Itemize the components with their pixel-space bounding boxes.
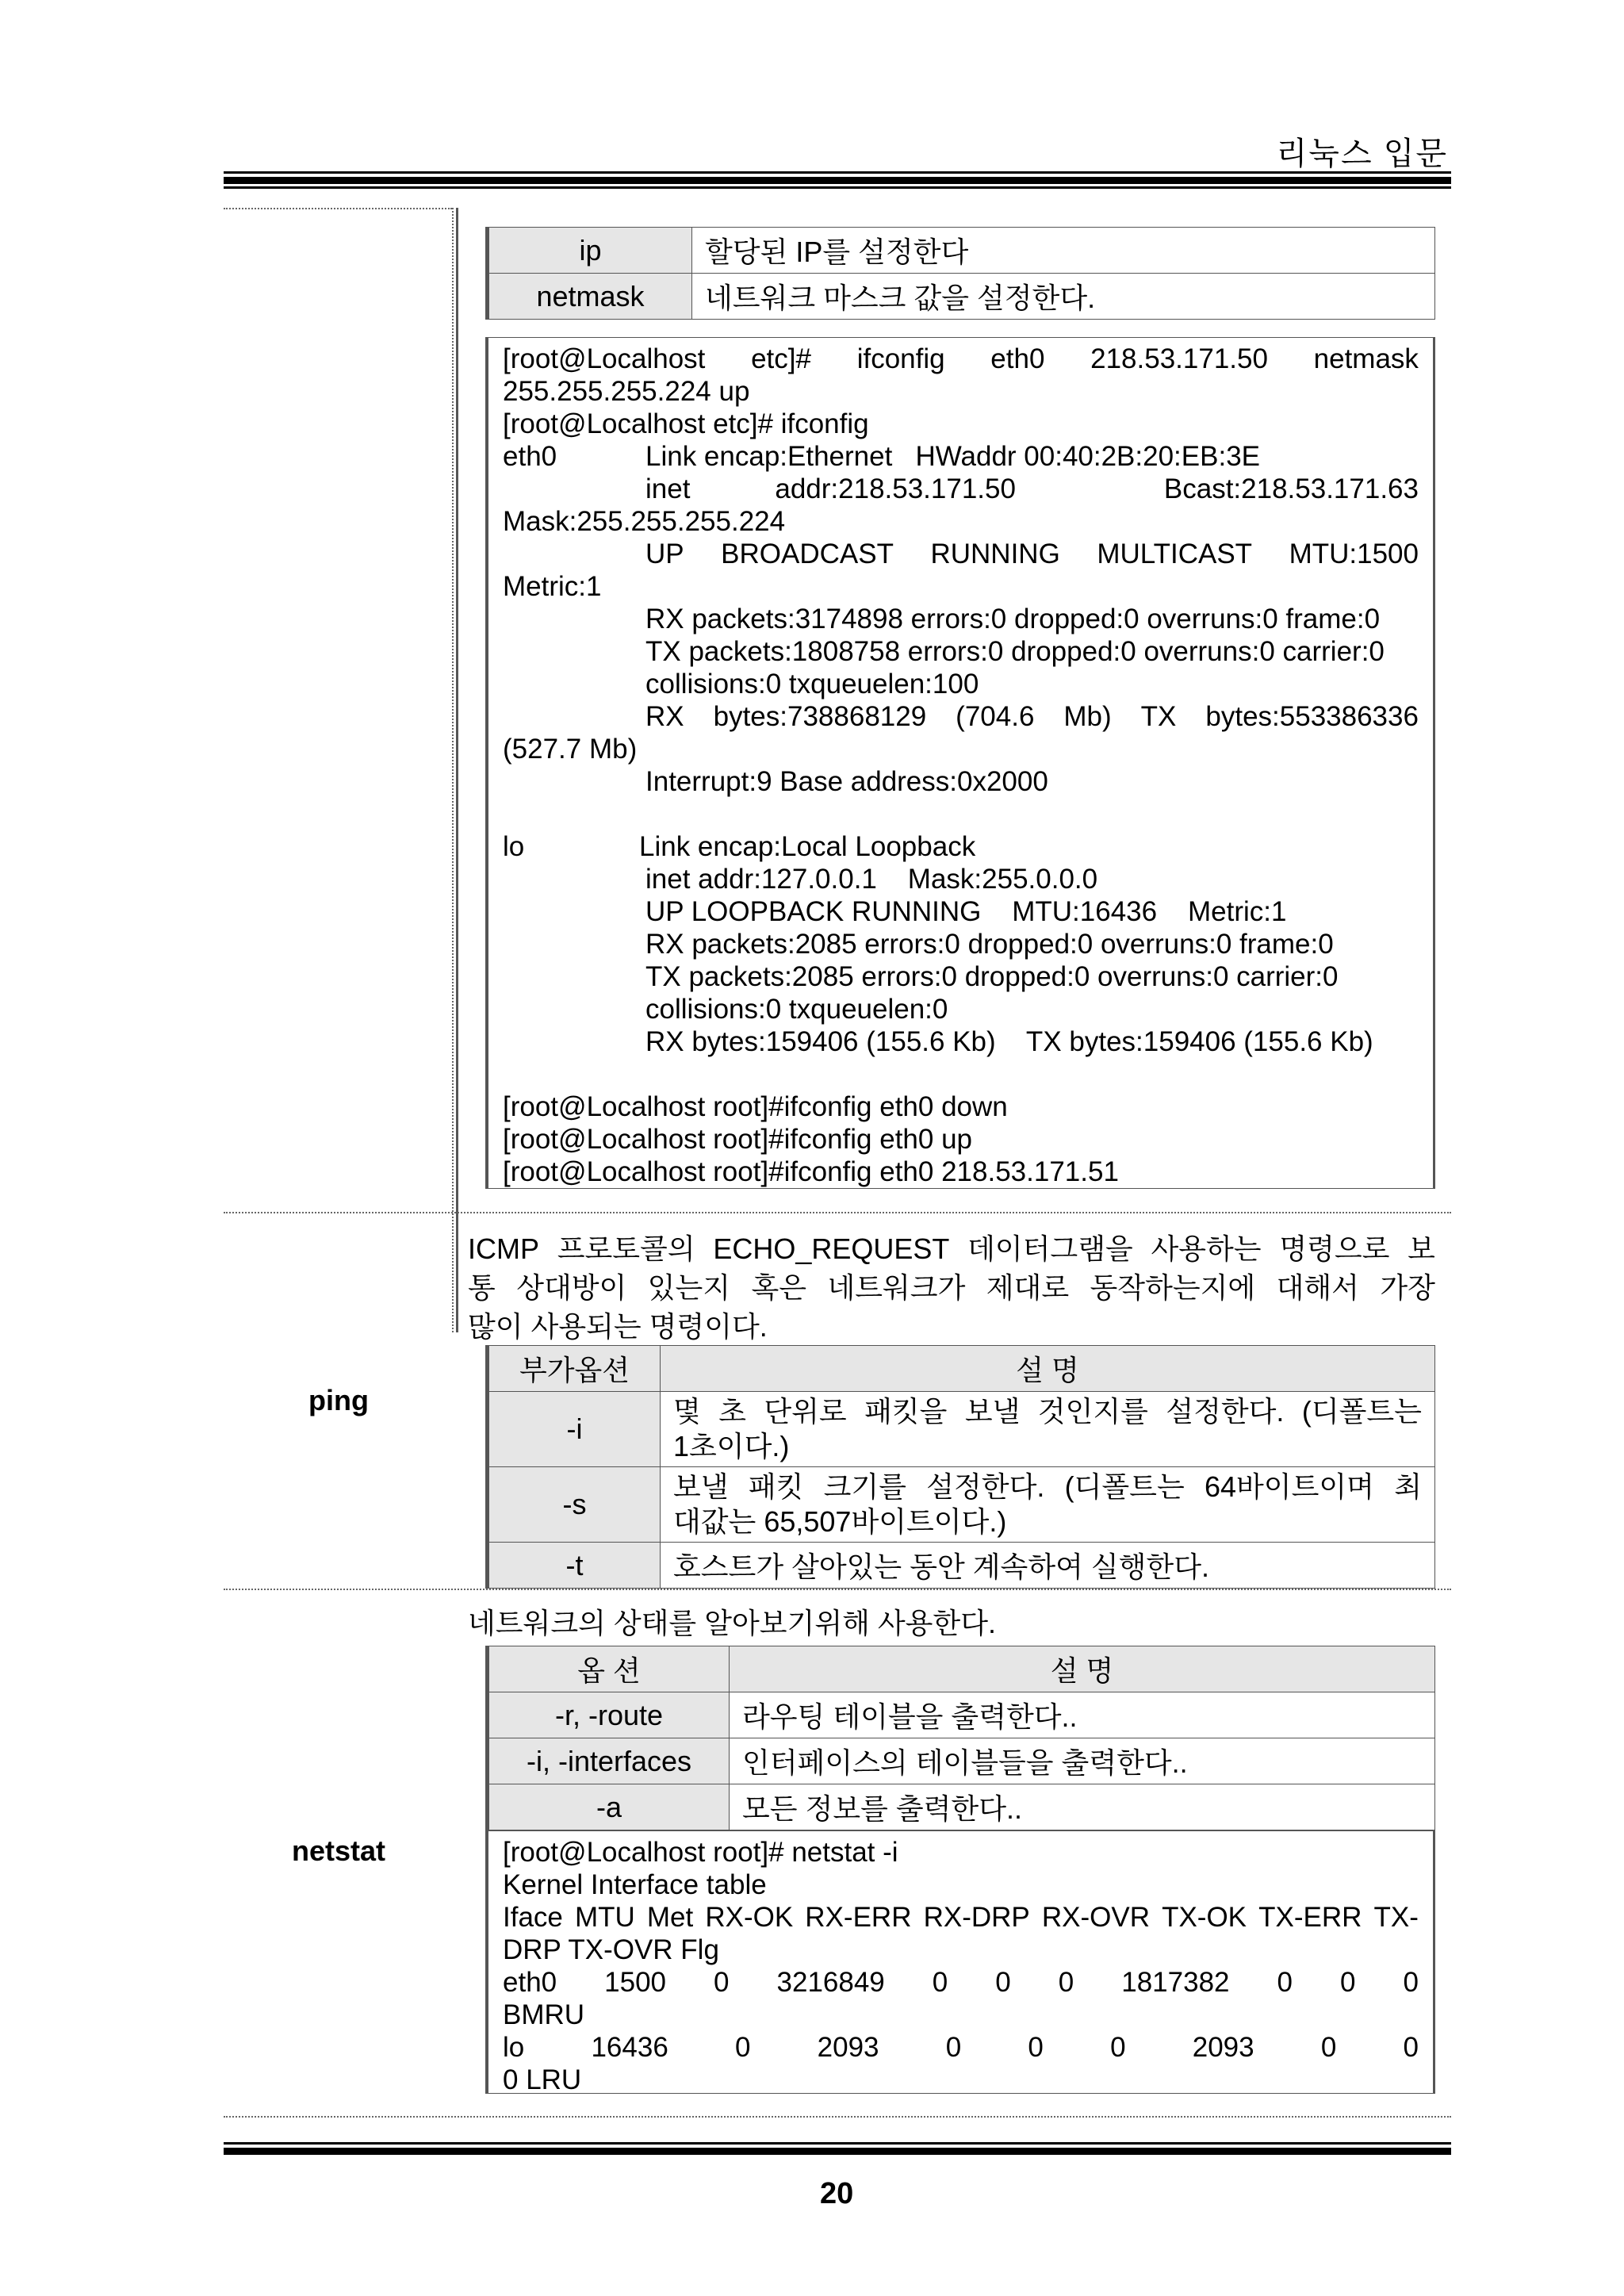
table-row — [488, 228, 1435, 274]
code-token: RX — [645, 701, 684, 732]
option-desc — [661, 1467, 1435, 1543]
code-token: 1817382 — [1121, 1967, 1230, 1998]
code-token: 0 — [1110, 2032, 1126, 2063]
code-token: 0 — [932, 1967, 948, 1998]
code-line: [root@Localhost root]#ifconfig eth0 down — [503, 1091, 1008, 1122]
desc-word: 설정한다. — [926, 1470, 1045, 1503]
code-token: addr:218.53.171.50 — [775, 473, 1016, 504]
option-key: ip — [488, 228, 692, 274]
table-header-row — [488, 1646, 1435, 1692]
code-line: [root@Localhost root]# netstat -i — [503, 1837, 898, 1868]
desc-word: 단위로 — [764, 1395, 847, 1428]
table-header-row — [488, 1346, 1435, 1392]
desc-word: 초 — [718, 1395, 746, 1428]
code-line: UP LOOPBACK RUNNING MTU:16436 Metric:1 — [645, 896, 1287, 927]
column-header-description: 설 명 — [730, 1646, 1435, 1692]
code-line — [503, 1901, 1419, 1934]
code-token: lo — [503, 2032, 525, 2063]
code-line: [root@Localhost etc]# ifconfig — [503, 408, 869, 439]
code-line: Mask:255.255.255.224 — [503, 506, 786, 537]
code-token: Iface — [503, 1902, 563, 1933]
code-token: RX-OVR — [1041, 1902, 1150, 1933]
desc-word: 64바이트이며 — [1204, 1470, 1374, 1503]
code-token: Met — [646, 1902, 694, 1933]
code-token: ifconfig — [856, 343, 945, 374]
desc-word: 통 — [468, 1271, 496, 1304]
code-token: 0 — [1277, 1967, 1293, 1998]
code-token: Mb) — [1063, 701, 1112, 732]
code-line — [503, 343, 1419, 375]
netstat-options-table — [485, 1646, 1435, 1830]
code-token: bytes:738868129 — [713, 701, 927, 732]
option-key: -s — [488, 1467, 661, 1543]
code-token: Link encap:Ethernet HWaddr 00:40:2B:20:EB:3E — [645, 441, 1261, 472]
table-row — [488, 1392, 1435, 1467]
column-divider-dotted — [452, 208, 454, 1332]
footer-rule-thin — [224, 2142, 1451, 2145]
desc-word: 네트워크가 — [827, 1271, 966, 1304]
code-line: DRP TX-OVR Flg — [503, 1934, 719, 1965]
desc-word: ICMP — [468, 1232, 539, 1265]
desc-word: 가장 — [1380, 1271, 1435, 1304]
code-token: 0 — [995, 1967, 1011, 1998]
desc-word: 프로토콜의 — [557, 1232, 695, 1265]
option-desc: 호스트가 살아있는 동안 계속하여 실행한다. — [661, 1543, 1435, 1589]
desc-word: 있는지 — [647, 1271, 731, 1304]
desc-line — [468, 1229, 1435, 1268]
desc-word: 혹은 — [751, 1271, 807, 1304]
page-number: 20 — [820, 2177, 854, 2210]
code-token: eth0 — [503, 441, 557, 472]
code-line — [503, 2031, 1419, 2064]
code-token: RUNNING — [930, 539, 1060, 569]
running-header-title: 리눅스 입문 — [1276, 136, 1448, 171]
column-header-description: 설 명 — [661, 1346, 1435, 1392]
code-token: 0 — [1320, 2032, 1337, 2063]
column-header-option: 부가옵션 — [488, 1346, 661, 1392]
desc-word: 제대로 — [986, 1271, 1070, 1304]
code-token: 3216849 — [776, 1967, 885, 1998]
table-row — [488, 1784, 1435, 1830]
command-label-netstat: netstat — [292, 1834, 386, 1867]
code-line: (527.7 Mb) — [503, 734, 638, 765]
footer-rule-thick — [224, 2148, 1451, 2155]
desc-line — [673, 1394, 1422, 1429]
code-line-blank — [503, 798, 1419, 830]
code-token: 0 — [1403, 1967, 1419, 1998]
code-token: eth0 — [990, 343, 1045, 374]
desc-word: 패킷 — [748, 1470, 804, 1503]
code-line — [645, 473, 1419, 505]
code-token: (704.6 — [956, 701, 1035, 732]
code-token: 218.53.171.50 — [1090, 343, 1268, 374]
code-token: 16436 — [591, 2032, 668, 2063]
code-line: 0 LRU — [503, 2064, 582, 2095]
code-token: 0 — [1058, 1967, 1074, 1998]
option-key: -a — [488, 1784, 730, 1830]
code-line: RX bytes:159406 (155.6 Kb) TX bytes:159406 (155.6 Kb) — [645, 1026, 1373, 1057]
code-token: UP — [645, 539, 684, 569]
code-token: BROADCAST — [721, 539, 894, 569]
desc-word: (디폴트는 — [1301, 1395, 1422, 1428]
section-separator-netstat — [224, 1589, 1451, 1590]
code-token: 0 — [714, 1967, 730, 1998]
code-line: collisions:0 txqueuelen:0 — [645, 994, 948, 1025]
code-token: MTU:1500 — [1289, 539, 1419, 569]
code-token: [root@Localhost — [503, 343, 706, 374]
code-token: TX- — [1373, 1902, 1419, 1933]
code-token: Link encap:Local Loopback — [639, 831, 976, 862]
code-token: TX-ERR — [1258, 1902, 1362, 1933]
option-key: netmask — [488, 274, 692, 320]
code-line — [503, 440, 1419, 473]
command-label-ping: ping — [308, 1384, 369, 1416]
desc-word: 명령으로 — [1279, 1232, 1390, 1265]
column-divider-solid — [456, 208, 458, 1332]
code-token: 2093 — [1192, 2032, 1254, 2063]
code-line: Interrupt:9 Base address:0x2000 — [645, 766, 1048, 797]
code-token: bytes:553386336 — [1205, 701, 1419, 732]
code-token: eth0 — [503, 1967, 557, 1998]
code-token: 1500 — [604, 1967, 667, 1998]
desc-word: 설정한다. — [1166, 1395, 1285, 1428]
table-row — [488, 1467, 1435, 1543]
desc-word: 보 — [1408, 1232, 1435, 1265]
code-token: 0 — [945, 2032, 962, 2063]
ping-options-table — [485, 1345, 1435, 1589]
code-token: TX — [1140, 701, 1177, 732]
code-line — [645, 700, 1419, 733]
code-token: 0 — [734, 2032, 751, 2063]
code-line-blank — [503, 1058, 1419, 1091]
code-line: 255.255.255.224 up — [503, 376, 750, 407]
ping-description — [468, 1229, 1435, 1346]
table-row — [488, 1543, 1435, 1589]
desc-word: 것인지를 — [1037, 1395, 1148, 1428]
table-row — [488, 1692, 1435, 1738]
code-token: TX-OK — [1162, 1902, 1247, 1933]
code-token: RX-DRP — [923, 1902, 1030, 1933]
header-rule-thin — [224, 171, 1451, 174]
desc-word: (디폴트는 — [1064, 1470, 1185, 1503]
option-desc: 모든 정보를 출력한다.. — [730, 1784, 1435, 1830]
desc-word: 최 — [1394, 1470, 1422, 1503]
code-line: RX packets:2085 errors:0 dropped:0 overruns:0 frame:0 — [645, 929, 1334, 960]
header-rule-thin-2 — [224, 186, 1451, 189]
code-line: RX packets:3174898 errors:0 dropped:0 overruns:0 frame:0 — [645, 604, 1381, 634]
option-key: -i, -interfaces — [488, 1738, 730, 1784]
code-token: RX-ERR — [805, 1902, 912, 1933]
code-token: 0 — [1340, 1967, 1356, 1998]
netstat-code-box — [485, 1830, 1435, 2094]
ifconfig-code-box — [485, 337, 1435, 1189]
code-token: RX-OK — [705, 1902, 794, 1933]
option-key: -r, -route — [488, 1692, 730, 1738]
option-desc: 네트워크 마스크 값을 설정한다. — [692, 274, 1435, 320]
desc-word: 패킷을 — [864, 1395, 948, 1428]
code-token: 0 — [1403, 2032, 1419, 2063]
table-row — [488, 274, 1435, 320]
desc-word: 크기를 — [823, 1470, 906, 1503]
netstat-description: 네트워크의 상태를 알아보기위해 사용한다. — [468, 1607, 996, 1639]
desc-word: ECHO_REQUEST — [713, 1232, 950, 1265]
option-desc: 라우팅 테이블을 출력한다.. — [730, 1692, 1435, 1738]
code-line: TX packets:2085 errors:0 dropped:0 overruns:0 carrier:0 — [645, 961, 1339, 992]
code-line — [503, 830, 1419, 863]
code-line: [root@Localhost root]#ifconfig eth0 218.53.171.51 — [503, 1156, 1119, 1187]
code-line: Metric:1 — [503, 571, 602, 602]
desc-line: 대값는 65,507바이트이다.) — [673, 1505, 1007, 1538]
code-token: Bcast:218.53.171.63 — [1163, 473, 1419, 504]
section-separator-ping — [224, 1212, 1451, 1213]
code-token: etc]# — [751, 343, 811, 374]
desc-word: 보낼 — [964, 1395, 1021, 1428]
code-token: inet — [645, 473, 691, 504]
section-separator-bottom — [224, 2116, 1451, 2118]
header-rule-thick — [224, 177, 1451, 184]
desc-word: 데이터그램을 — [967, 1232, 1133, 1265]
table-row — [488, 1738, 1435, 1784]
desc-line — [468, 1268, 1435, 1307]
code-line: Kernel Interface table — [503, 1869, 767, 1900]
code-token: netmask — [1313, 343, 1419, 374]
column-header-option: 옵 션 — [488, 1646, 730, 1692]
option-desc: 할당된 IP를 설정한다 — [692, 228, 1435, 274]
ifconfig-options-table — [485, 227, 1435, 320]
code-token: 0 — [1028, 2032, 1044, 2063]
desc-word: 사용하는 — [1151, 1232, 1262, 1265]
option-desc — [661, 1392, 1435, 1467]
desc-word: 몇 — [673, 1395, 701, 1428]
code-line: TX packets:1808758 errors:0 dropped:0 overruns:0 carrier:0 — [645, 636, 1385, 667]
code-line: inet addr:127.0.0.1 Mask:255.0.0.0 — [645, 864, 1098, 895]
code-line — [645, 538, 1419, 570]
desc-word: 상대방이 — [516, 1271, 627, 1304]
desc-word: 대해서 — [1276, 1271, 1359, 1304]
option-key: -t — [488, 1543, 661, 1589]
option-key: -i — [488, 1392, 661, 1467]
desc-word: 동작하는지에 — [1090, 1271, 1256, 1304]
desc-line: 많이 사용되는 명령이다. — [468, 1310, 768, 1343]
desc-line — [673, 1470, 1422, 1504]
section-separator-top — [224, 208, 452, 209]
code-token: lo — [503, 831, 525, 862]
desc-line: 1초이다.) — [673, 1430, 790, 1462]
code-token: MTU — [574, 1902, 635, 1933]
code-line: BMRU — [503, 1999, 585, 2030]
option-desc: 인터페이스의 테이블들을 출력한다.. — [730, 1738, 1435, 1784]
code-token: 2093 — [817, 2032, 879, 2063]
code-line: [root@Localhost root]#ifconfig eth0 up — [503, 1124, 973, 1155]
code-token: MULTICAST — [1097, 539, 1253, 569]
code-line: collisions:0 txqueuelen:100 — [645, 669, 979, 700]
desc-word: 보낼 — [673, 1470, 729, 1503]
code-line — [503, 1966, 1419, 1999]
